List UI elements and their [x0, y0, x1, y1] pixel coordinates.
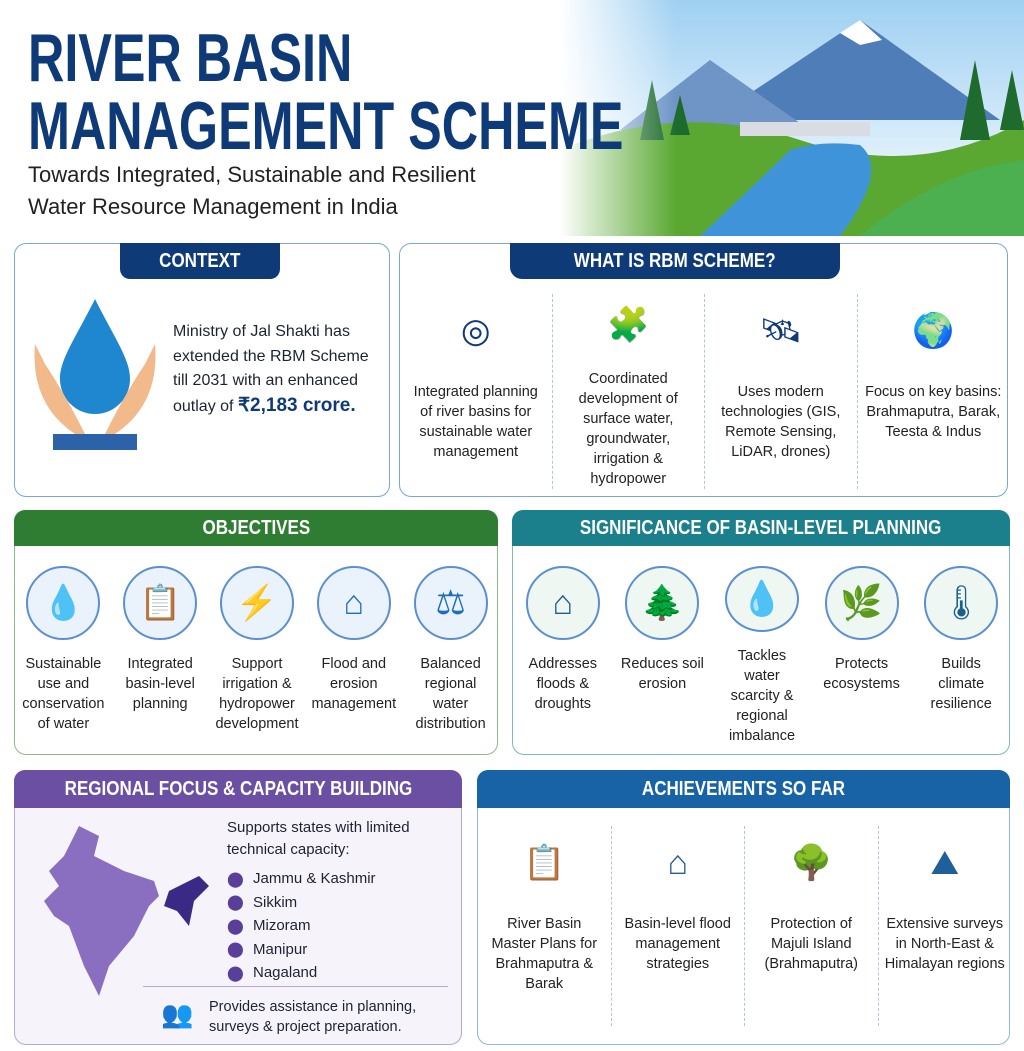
state-name: Sikkim	[253, 893, 298, 911]
tree-island-icon: 🌳	[790, 844, 833, 882]
regional-panel	[14, 770, 462, 1045]
climate-icon: 🌡	[924, 566, 998, 640]
state-item	[227, 961, 447, 985]
title-line-1: RIVER BASIN	[28, 20, 353, 96]
context-panel	[14, 243, 390, 497]
target-icon: ◎	[460, 312, 491, 350]
globe-water-icon: 🌍	[912, 312, 955, 350]
objectives-item-text: Integrated basin-level planning	[125, 656, 195, 712]
scales-icon: ⚖	[414, 566, 488, 640]
what-item-text: Uses modern technologies (GIS, Remote Sensing, LiDAR, drones)	[721, 384, 841, 460]
significance-items	[513, 566, 1011, 746]
regional-intro: Supports states with limited technical capacity:	[227, 819, 410, 858]
puzzle-icon: 🧩	[607, 305, 650, 344]
subtitle-line-1: Towards Integrated, Sustainable and Resilient	[28, 162, 476, 187]
state-item	[227, 867, 447, 891]
significance-panel	[512, 510, 1010, 755]
objectives-item-text: Sustainable use and conservation of water	[22, 656, 105, 732]
objectives-item	[402, 566, 499, 746]
state-name: Jammu & Kashmir	[253, 870, 376, 888]
soil-icon: 🌲	[625, 566, 699, 640]
objectives-item	[209, 566, 306, 746]
objectives-items	[15, 566, 499, 746]
achievements-item	[478, 826, 611, 1026]
outlay-amount: ₹2,183 crore.	[237, 394, 356, 416]
satellite-icon: 🛰	[759, 312, 803, 350]
objectives-item	[305, 566, 402, 746]
significance-item-text: Protects ecosystems	[823, 656, 900, 692]
clipboard-icon: 📋	[523, 844, 566, 882]
objectives-item-text: Flood and erosion management	[311, 656, 397, 712]
water-drop-icon: 💧	[725, 566, 799, 632]
assistance-text: Provides assistance in planning, surveys & project preparation.	[209, 999, 417, 1035]
achievements-header: ACHIEVEMENTS SO FAR	[477, 770, 1010, 808]
what-item	[857, 294, 1010, 489]
location-pin-icon: ⬤	[227, 964, 244, 982]
significance-item-text: Builds climate resilience	[930, 656, 992, 712]
flood-house-icon: ⌂	[667, 844, 689, 882]
what-item-text: Focus on key basins: Brahmaputra, Barak, Teesta & Indus	[865, 384, 1002, 440]
what-is-rbm-panel	[399, 243, 1008, 497]
achievements-item-text: Protection of Majuli Island (Brahmaputra)	[764, 916, 858, 972]
achievements-item	[611, 826, 745, 1026]
state-item	[227, 914, 447, 938]
objectives-item	[15, 566, 112, 746]
subtitle-line-2: Water Resource Management in India	[28, 194, 398, 219]
objectives-item-text: Balanced regional water distribution	[415, 656, 486, 732]
hands-water-drop-icon	[25, 294, 165, 454]
water-hands-icon: 💧	[26, 566, 100, 640]
what-item-text: Coordinated development of surface water, groundwater, irrigation & hydropower	[578, 371, 678, 487]
achievements-item-text: River Basin Master Plans for Brahmaputra & Barak	[491, 916, 598, 992]
clipboard-icon: 📋	[123, 566, 197, 640]
state-item	[227, 938, 447, 962]
achievements-item-text: Basin-level flood management strategies	[624, 916, 731, 972]
title-line-2: MANAGEMENT SCHEME	[28, 88, 624, 164]
what-is-rbm-header: WHAT IS RBM SCHEME?	[510, 243, 840, 279]
dam-icon: ⚡	[220, 566, 294, 640]
what-item-text: Integrated planning of river basins for sustainable water management	[413, 384, 538, 460]
significance-header: SIGNIFICANCE OF BASIN-LEVEL PLANNING	[512, 510, 1010, 546]
india-map-icon	[29, 826, 209, 1011]
achievements-item	[878, 826, 1012, 1026]
significance-item	[613, 566, 713, 746]
location-pin-icon: ⬤	[227, 870, 244, 888]
what-item	[704, 294, 857, 489]
significance-item-text: Reduces soil erosion	[620, 656, 704, 692]
objectives-panel	[14, 510, 498, 755]
objectives-item-text: Support irrigation & hydropower development	[215, 656, 299, 732]
achievements-item	[744, 826, 878, 1026]
regional-header: REGIONAL FOCUS & CAPACITY BUILDING	[14, 770, 462, 808]
objectives-header: OBJECTIVES	[14, 510, 498, 546]
divider	[143, 986, 448, 987]
location-pin-icon: ⬤	[227, 917, 244, 935]
flood-house-icon: ⌂	[317, 566, 391, 640]
significance-item-text: Addresses floods & droughts	[528, 656, 598, 712]
achievements-item-text: Extensive surveys in North-East & Himalayan regions	[884, 916, 1005, 972]
states-list	[227, 867, 447, 985]
achievements-items	[478, 826, 1011, 1026]
context-text: Ministry of Jal Shakti has extended the RBM Scheme till 2031 with an enhanced outlay of ₹2,183 crore.	[173, 323, 369, 416]
location-pin-icon: ⬤	[227, 941, 244, 959]
river-landscape-illustration	[560, 0, 1024, 236]
state-name: Manipur	[253, 940, 308, 958]
significance-item	[513, 566, 613, 746]
achievements-panel	[477, 770, 1010, 1045]
state-name: Nagaland	[253, 964, 318, 982]
significance-item	[911, 566, 1011, 746]
state-item	[227, 891, 447, 915]
context-header: CONTEXT	[120, 243, 280, 279]
what-items	[400, 294, 1009, 489]
leaf-icon: 🌿	[825, 566, 899, 640]
significance-item	[712, 566, 812, 746]
what-item	[552, 294, 705, 489]
objectives-item	[112, 566, 209, 746]
flood-icon: ⌂	[526, 566, 600, 640]
significance-item	[812, 566, 912, 746]
location-pin-icon: ⬤	[227, 894, 244, 912]
what-item	[400, 294, 552, 489]
state-name: Mizoram	[253, 917, 311, 935]
significance-item-text: Tackles water scarcity & regional imbalance	[728, 648, 796, 744]
mountain-icon: ⛰	[930, 844, 960, 882]
people-pin-icon: 👥	[161, 999, 194, 1029]
